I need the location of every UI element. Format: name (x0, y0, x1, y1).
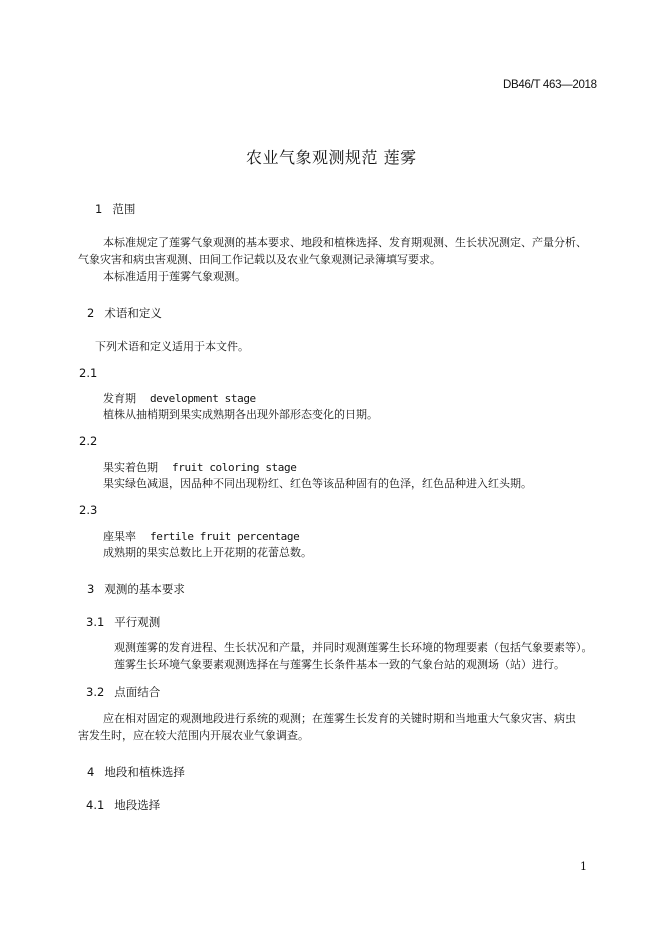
term-2-2-definition: 果实绿色减退，因品种不同出现粉红、红色等该品种固有的色泽，红色品种进入红头期。 (103, 477, 532, 490)
point-area-p1-line-2: 害发生时，应在较大范围内开展农业气象调查。 (78, 729, 309, 742)
parallel-observation-p1: 观测莲雾的发育进程、生长状况和产量，并同时观测莲雾生长环境的物理要素（包括气象要素等）。 (114, 641, 593, 654)
subsection-title: 地段选择 (114, 798, 161, 812)
term-2-3-definition: 成熟期的果实总数比上开花期的花蕾总数。 (103, 546, 312, 559)
term-zh: 座果率 (103, 530, 136, 543)
term-zh: 果实着色期 (103, 461, 158, 474)
scope-paragraph-line-2: 气象灾害和病虫害观测、田间工作记载以及农业气象观测记录簿填写要求。 (78, 253, 441, 266)
term-2-2 (103, 459, 296, 475)
scope-paragraph-line-1: 本标准规定了莲雾气象观测的基本要求、地段和植株选择、发育期观测、生长状况测定、产量分析、 (103, 236, 587, 249)
term-2-3 (103, 528, 299, 544)
terms-intro: 下列术语和定义适用于本文件。 (95, 340, 249, 353)
section-2-heading (87, 305, 162, 321)
section-title: 观测的基本要求 (104, 582, 185, 596)
section-title: 范围 (112, 202, 136, 216)
term-2-2-number: 2.2 (79, 434, 98, 448)
subsection-3-1-heading (86, 614, 160, 630)
parallel-observation-p2: 莲雾生长环境气象要素观测选择在与莲雾生长条件基本一致的气象台站的观测场（站）进行。 (114, 658, 565, 671)
page-number: 1 (580, 860, 587, 873)
section-number: 2 (87, 306, 95, 320)
subsection-title: 平行观测 (114, 615, 161, 629)
section-title: 地段和植株选择 (104, 765, 185, 779)
term-2-1-definition: 植株从抽梢期到果实成熟期各出现外部形态变化的日期。 (103, 408, 378, 421)
subsection-4-1-heading (86, 797, 160, 813)
point-area-p1-line-1: 应在相对固定的观测地段进行系统的观测；在莲雾生长发育的关键时期和当地重大气象灾害、病虫 (103, 712, 576, 725)
section-title: 术语和定义 (104, 306, 162, 320)
term-2-1 (103, 390, 256, 406)
scope-paragraph-2: 本标准适用于莲雾气象观测。 (103, 270, 246, 283)
term-en: development stage (150, 392, 256, 405)
term-zh: 发育期 (103, 392, 136, 405)
term-2-3-number: 2.3 (79, 503, 98, 517)
subsection-number: 3.2 (86, 685, 105, 699)
term-en: fruit coloring stage (172, 461, 297, 474)
subsection-number: 4.1 (86, 798, 105, 812)
standard-code: DB46/T 463—2018 (503, 79, 597, 91)
page-title: 农业气象观测规范 莲雾 (246, 148, 417, 167)
section-number: 4 (87, 765, 95, 779)
section-3-heading (87, 581, 185, 597)
subsection-3-2-heading (86, 684, 160, 700)
term-en: fertile fruit percentage (150, 530, 300, 543)
section-1-heading (95, 201, 135, 217)
subsection-number: 3.1 (86, 615, 105, 629)
section-4-heading (87, 764, 185, 780)
term-2-1-number: 2.1 (79, 366, 98, 380)
subsection-title: 点面结合 (114, 685, 161, 699)
section-number: 1 (95, 202, 103, 216)
section-number: 3 (87, 582, 95, 596)
